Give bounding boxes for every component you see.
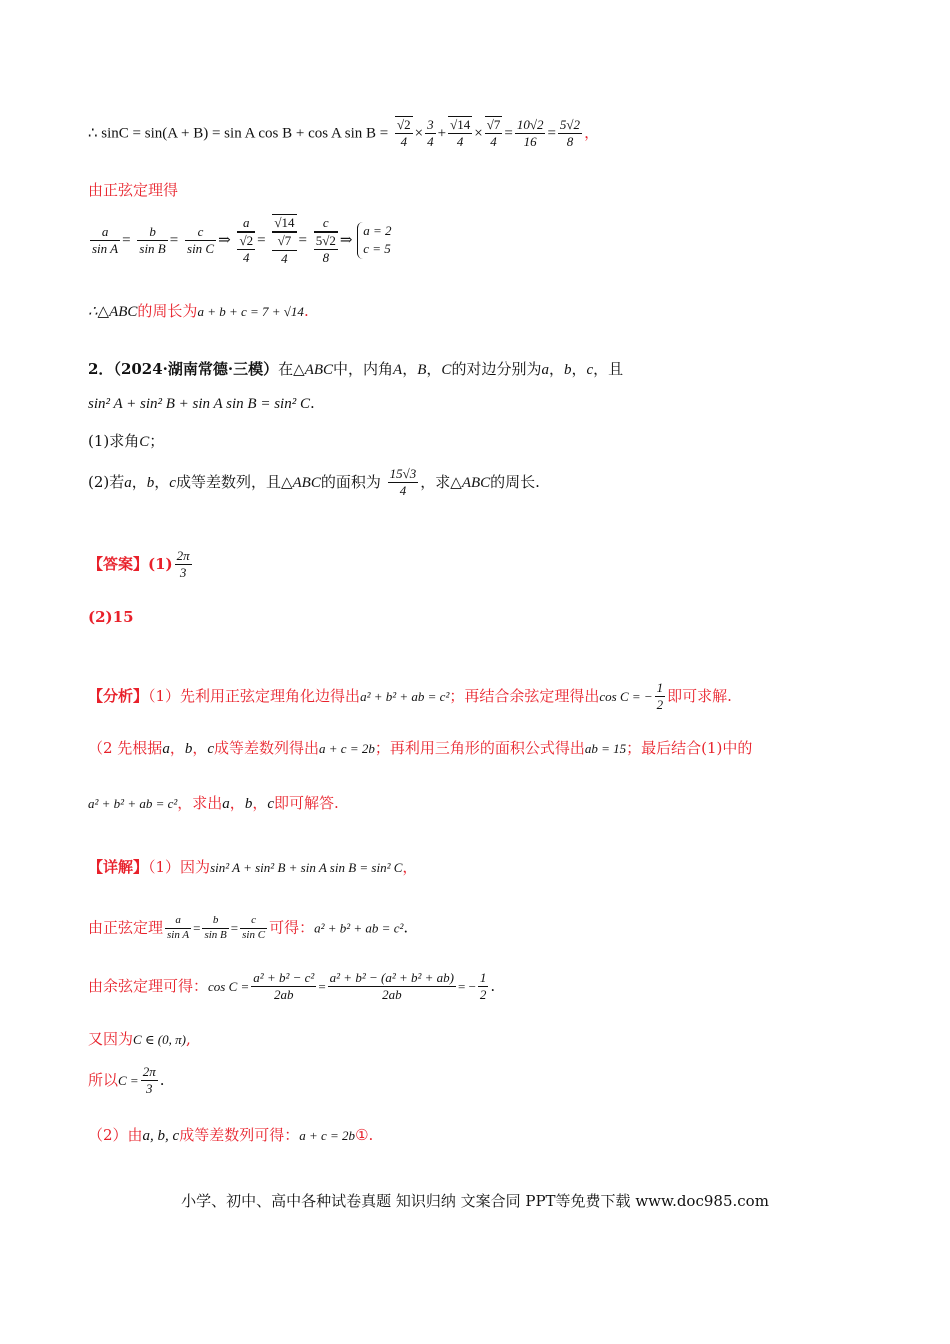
- detail-line-2: 由正弦定理 $\frac{a}{\text{sin A}}$ = $\frac{b}{\text{sin B}}$ = $\frac{c}{\text{sin C}}$ 可得：a² + b² + ab = c².: [88, 914, 409, 941]
- detail-line-3: 由余弦定理可得：cos C = $\frac{\text{a² + b² − c²}}{2ab}$ = $\frac{\text{a² + b² − (a² + b² + ab)}}{2ab}$ = − $\frac{1}{2}$ .: [88, 970, 496, 1003]
- sine-law-equation: $\frac{a}{\text{sin A}}$ = $\frac{b}{\text{sin B}}$ = $\frac{c}{\text{sin C}}$ ⇒ a √2 4 = √14 √7 4 = c 5√2 8 ⇒ a = 2 c = 5: [92, 214, 392, 266]
- answer-part2: (2)15: [88, 608, 134, 626]
- detail-line-6: （2）由a, b, c成等差数列可得：a + c = 2b①.: [88, 1126, 374, 1144]
- sine-law-heading: 由正弦定理得: [88, 181, 179, 199]
- analysis-line-1: 【分析】（1）先利用正弦定理角化边得出a² + b² + ab = c²；再结合余弦定理得出cos C = − $\frac{1}{2}$ 即可求解.: [88, 680, 732, 713]
- sinC-derivation: ∴ sinC = sin(A + B) = sin A cos B + cos A sin B = $\frac{√2}{4}$ × $\frac{3}{4}$ + $\frac{√14}{4}$ × $\frac{√7}{4}$ = $\frac{10√2}{16}$ = $\frac{5√2}{8}$ ，: [88, 116, 600, 150]
- answer-part1: 【答案】(1) $\frac{2\pi}{3}$: [88, 548, 190, 581]
- question-2-part2: (2)若a，b，c成等差数列，且△ABC的面积为 $\frac{15√3}{4}$ ，求△ABC的周长.: [88, 466, 540, 499]
- analysis-line-2: （2 先根据a，b，c成等差数列得出a + c = 2b；再利用三角形的面积公式得出ab = 15；最后结合(1)中的: [88, 739, 753, 757]
- detail-line-1: 【详解】（1）因为sin² A + sin² B + sin A sin B = sin² C，: [88, 858, 418, 876]
- question-2-condition: sin² A + sin² B + sin A sin B = sin² C.: [88, 394, 315, 412]
- perimeter-line: ∴△ABC的周长为a + b + c = 7 + √14.: [88, 302, 309, 320]
- detail-line-5: 所以C = $\frac{2\pi}{3}$ .: [88, 1064, 165, 1097]
- question-2-part1: (1)求角C；: [88, 432, 165, 450]
- page-footer: 小学、初中、高中各种试卷真题 知识归纳 文案合同 PPT等免费下载 www.doc985.com: [181, 1192, 769, 1210]
- question-2-stem: 2．（2024·湖南常德·三模）在△ABC中，内角A，B，C的对边分别为a，b，c，且: [88, 360, 624, 378]
- analysis-line-3: a² + b² + ab = c²，求出a，b，c即可解答.: [88, 794, 339, 812]
- detail-line-4: 又因为C ∈ (0, π),: [88, 1030, 191, 1048]
